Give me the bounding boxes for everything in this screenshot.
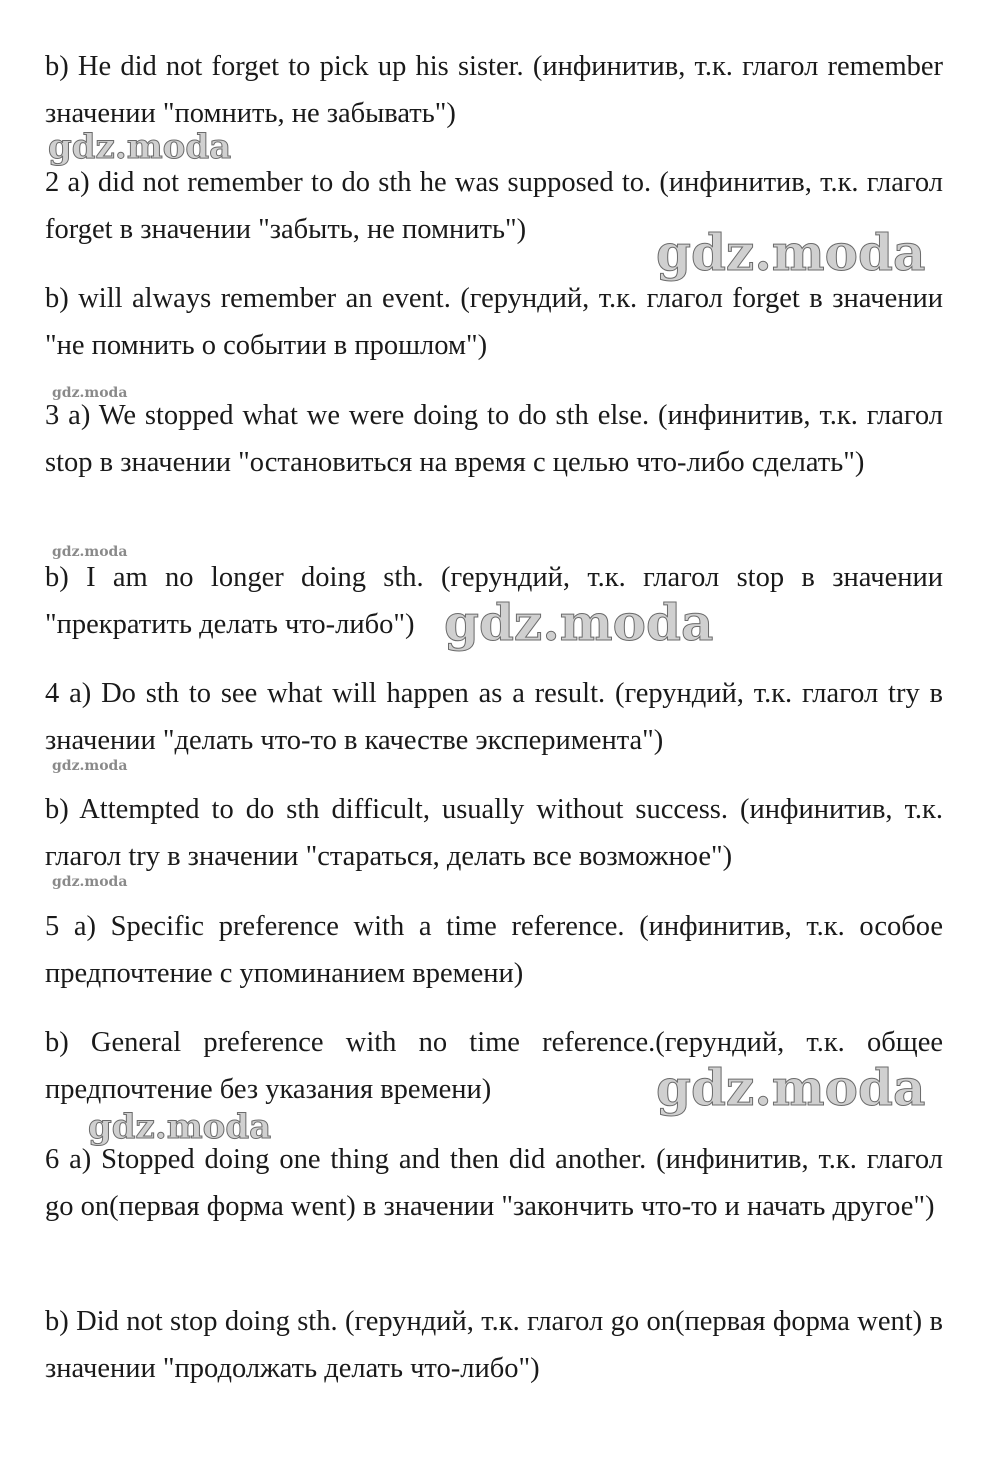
answer-4a: 4 a) Do sth to see what will happen as a result. (герундий, т.к. глагол try в значении "делать что-то в качестве эксперимента")	[45, 678, 943, 756]
answer-4b: b) Attempted to do sth difficult, usually without success. (инфинитив, т.к. глагол try в значении "стараться, делать все возможное")	[45, 794, 943, 872]
answer-6a: 6 a) Stopped doing one thing and then did another. (инфинитив, т.к. глагол go on(первая форма went) в значении "закончить что-то и начать другое")	[45, 1144, 943, 1222]
answer-2b: b) will always remember an event. (герундий, т.к. глагол forget в значении "не помнить о событии в прошлом")	[45, 283, 943, 361]
answer-5b: b) General preference with no time reference.(герундий, т.к. общее предпочтение без указания времени)	[45, 1027, 943, 1105]
watermark-logo: gdz.moda	[88, 1107, 272, 1147]
watermark-logo-small: gdz.moda	[52, 544, 128, 560]
answer-5a: 5 a) Specific preference with a time reference. (инфинитив, т.к. особое предпочтение с упоминанием времени)	[45, 911, 943, 989]
answer-3b: b) I am no longer doing sth. (герундий, т.к. глагол stop в значении "прекратить делать что-либо")	[45, 562, 943, 640]
watermark-logo: gdz.moda	[656, 1058, 926, 1117]
watermark-logo-small: gdz.moda	[52, 758, 128, 774]
watermark-logo-small: gdz.moda	[52, 874, 128, 890]
watermark-logo: gdz.moda	[656, 223, 926, 282]
watermark-logo: gdz.moda	[444, 593, 714, 652]
answer-1b: b) He did not forget to pick up his sister. (инфинитив, т.к. глагол remember значении "помнить, не забывать")	[45, 51, 943, 129]
watermark-logo-small: gdz.moda	[52, 385, 128, 401]
answer-3a: 3 a) We stopped what we were doing to do sth else. (инфинитив, т.к. глагол stop в значении "остановиться на время с целью что-либо сделать")	[45, 400, 943, 478]
answer-2a: 2 a) did not remember to do sth he was supposed to. (инфинитив, т.к. глагол forget в значении "забыть, не помнить")	[45, 167, 943, 245]
answer-6b: b) Did not stop doing sth. (герундий, т.к. глагол go on(первая форма went) в значении "продолжать делать что-либо")	[45, 1306, 943, 1384]
watermark-logo: gdz.moda	[48, 127, 232, 167]
